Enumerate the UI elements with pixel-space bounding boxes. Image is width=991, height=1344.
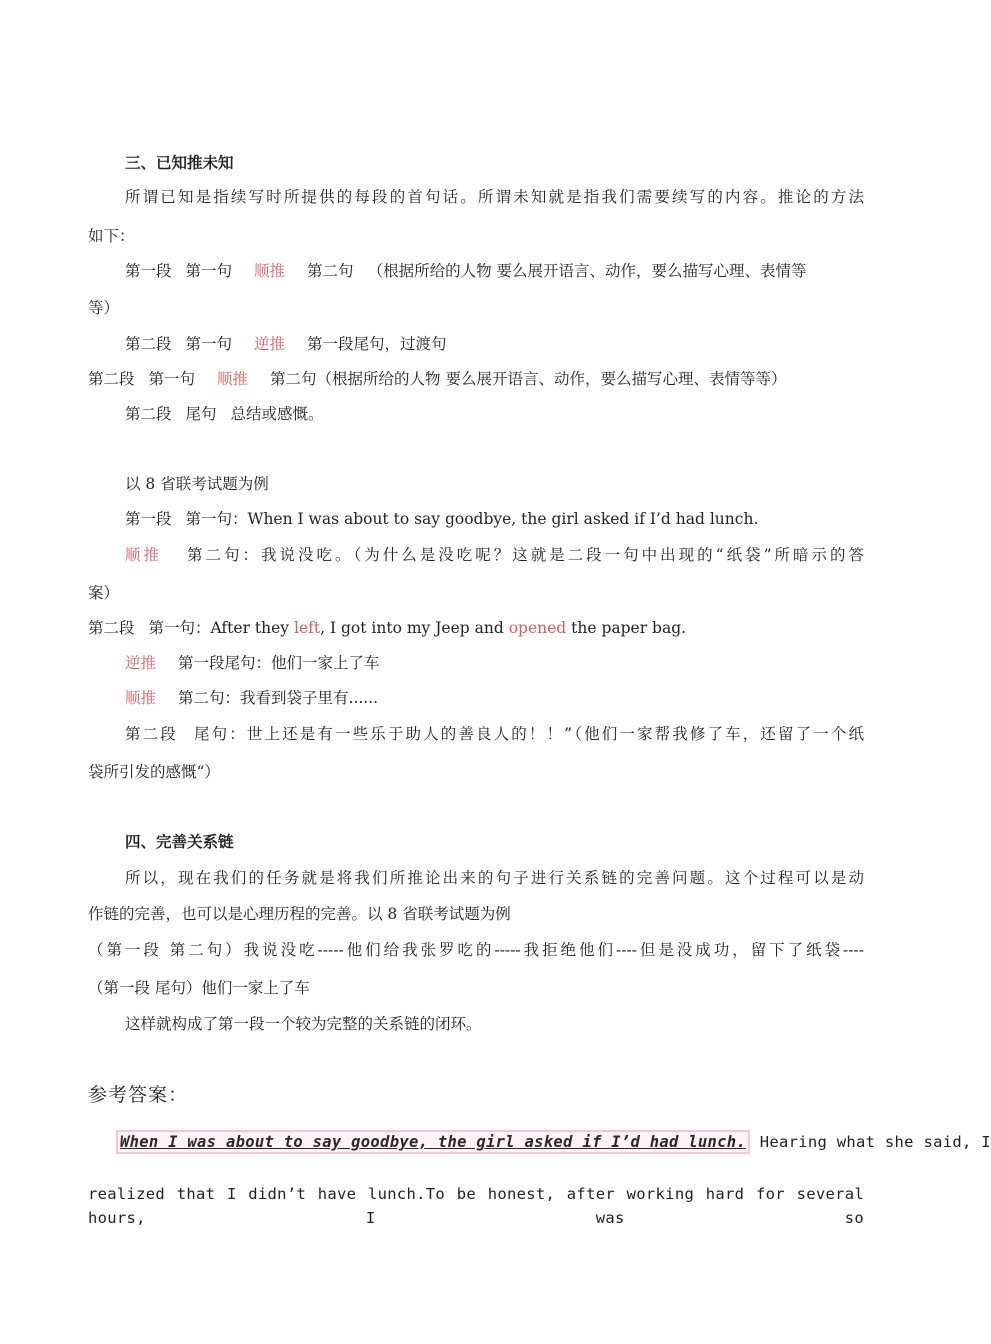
example-line3 [88,616,864,640]
section4-p1-line2: 作链的完善，也可以是心理历程的完善。以 8 省联考试题为例 [88,905,511,923]
example-line6 [125,722,864,746]
section4-p1-line1: 所以，现在我们的任务就是将我们所推论出来的句子进行关系链的完善问题。这个过程可以是动 [125,869,864,887]
ex3-text-a: 第一句：After they [148,619,294,637]
answer-line1-rest: Hearing what she said, I [750,1133,991,1151]
example-line6-cont: 袋所引发的感慨“） [88,763,220,781]
rule2-target: 第一段尾句，过渡句 [307,335,447,353]
section4-heading: 四、完善关系链 [125,832,234,851]
rule2-para: 第二段 [125,335,172,353]
ex5-text: 第二句：我看到袋子里有...... [178,689,379,707]
rule1-target: 第二句 [307,262,354,280]
ex4-tag: 逆推 [125,654,157,672]
rule1-cont: 等） [88,299,120,317]
ex4-text: 第一段尾句：他们一家上了车 [178,654,380,672]
ex3-para: 第二段 [88,619,135,637]
example-line4 [125,651,864,675]
rule3-para: 第二段 [88,370,135,388]
answer-title: 参考答案： [88,1084,189,1106]
example-line2 [125,543,864,567]
ex2-tag: 顺推 [125,546,162,564]
rule1-note: （根据所给的人物 要么展开语言、动作，要么描写心理、表情等 [367,262,807,280]
ex3-text-c: the paper bag. [566,619,687,637]
ex6-para: 第二段 [125,725,178,743]
rule1-sentence: 第一句 [185,262,233,280]
rule3-tag: 顺推 [217,370,249,388]
ex6-text: 尾句：世上还是有一些乐于助人的善良人的！！”（他们一家帮我修了车，还留了一个纸 [191,725,864,743]
ex3-red-left: left [293,619,321,637]
rule1-para: 第一段 [125,262,172,280]
ex1-para: 第一段 [125,510,172,528]
rule3-target: 第二句（根据所给的人物 要么展开语言、动作，要么描写心理、表情等等） [270,370,787,388]
rule2 [125,332,864,356]
chain-line2: （第一段 尾句）他们一家上了车 [88,979,310,997]
ex3-text-b: , I got into my Jeep and [320,619,509,637]
ex3-red-opened: opened [508,619,567,637]
example-line5 [125,686,864,710]
rule1-tag: 顺推 [254,262,286,280]
example-line2-cont: 案） [88,584,120,602]
ex1-text: 第一句：When I was about to say goodbye, the girl asked if I’d had lunch. [185,510,759,528]
rule4-sentence: 尾句 [185,405,217,423]
rule3-sentence: 第一句 [148,370,196,388]
rule3 [88,367,864,391]
rule4 [125,402,864,426]
example-title: 以 8 省联考试题为例 [125,475,269,493]
rule4-para: 第二段 [125,405,172,423]
answer-line1 [116,1130,991,1154]
rule4-note: 总结或感慨。 [230,405,324,423]
rule1 [125,259,864,283]
rule2-sentence: 第一句 [185,335,233,353]
rule2-tag: 逆推 [254,335,286,353]
chain-line1: （第一段 第二句）我说没吃-----他们给我张罗吃的-----我拒绝他们----但是没成功，留下了纸袋---- [88,941,864,959]
section3-heading: 三、已知推未知 [125,153,234,172]
answer-line2: realized that I didn’t have lunch.To be honest, after working hard for several hours, I was so [88,1185,864,1227]
ex5-tag: 顺推 [125,689,157,707]
section3-intro-line2: 如下： [88,227,135,245]
section3-intro-line1: 所谓已知是指续写时所提供的每段的首句话。所谓未知就是指我们需要续写的内容。推论的方法 [125,188,864,206]
example-line1 [125,507,864,531]
section4-p2: 这样就构成了第一段一个较为完整的关系链的闭环。 [125,1015,482,1033]
ex2-text: 第二句：我说没吃。（为什么是没吃呢？这就是二段一句中出现的“纸袋”所暗示的答 [184,546,864,564]
answer-highlight: When I was about to say goodbye, the girl asked if I’d had lunch. [116,1130,750,1154]
